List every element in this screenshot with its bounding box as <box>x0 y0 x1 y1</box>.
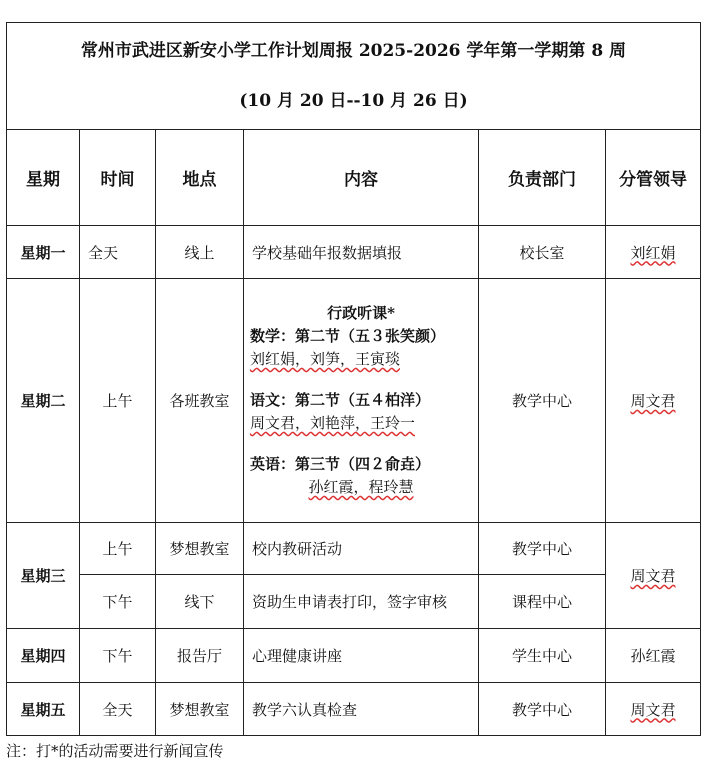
math-label: 数学：第二节（五３张笑颜） <box>250 327 446 345</box>
place-cell: 报告厅 <box>156 629 244 683</box>
header-day: 星期 <box>7 130 80 226</box>
place-cell: 线下 <box>156 575 244 629</box>
math-people: 刘红娟，刘笋，王寅琰 <box>250 350 401 368</box>
leader-cell: 周文君 <box>630 567 676 585</box>
time-cell: 上午 <box>80 523 156 575</box>
dept-cell: 校长室 <box>479 226 606 279</box>
header-content: 内容 <box>244 130 479 226</box>
dept-cell: 课程中心 <box>479 575 606 629</box>
observation-heading: 行政听课* <box>327 304 395 322</box>
english-people: 孙红霞，程玲慧 <box>308 478 414 496</box>
content-cell: 校内教研活动 <box>244 523 479 575</box>
time-cell: 全天 <box>80 226 156 279</box>
dept-cell: 教学中心 <box>479 279 606 523</box>
header-row <box>7 130 701 226</box>
time-cell: 下午 <box>80 575 156 629</box>
dept-cell: 教学中心 <box>479 683 606 736</box>
table-row <box>7 279 701 523</box>
subtitle: (10 月 20 日--10 月 26 日) <box>239 91 468 111</box>
header-time: 时间 <box>80 130 156 226</box>
place-cell: 各班教室 <box>156 279 244 523</box>
content-cell: 教学六认真检查 <box>244 683 479 736</box>
header-dept: 负责部门 <box>479 130 606 226</box>
place-cell: 梦想教室 <box>156 523 244 575</box>
table-title <box>7 23 701 130</box>
day-cell: 星期四 <box>7 629 80 683</box>
day-cell: 星期五 <box>7 683 80 736</box>
day-cell: 星期三 <box>7 523 80 629</box>
leader-cell: 孙红霞 <box>606 629 701 683</box>
content-cell <box>244 279 479 523</box>
english-label: 英语：第三节（四２俞垚） <box>250 455 431 473</box>
weekly-plan-table <box>6 22 701 736</box>
time-cell: 上午 <box>80 279 156 523</box>
table-row <box>7 683 701 736</box>
leader-cell: 周文君 <box>630 392 676 410</box>
table-row <box>7 523 701 575</box>
day-cell: 星期二 <box>7 279 80 523</box>
table-row <box>7 226 701 279</box>
footnote: 注：打*的活动需要进行新闻宣传 <box>6 742 224 760</box>
content-cell: 资助生申请表打印，签字审核 <box>244 575 479 629</box>
chinese-people: 周文君，刘艳萍，王玲一 <box>250 414 416 432</box>
dept-cell: 学生中心 <box>479 629 606 683</box>
header-place: 地点 <box>156 130 244 226</box>
table-row <box>7 629 701 683</box>
time-cell: 下午 <box>80 629 156 683</box>
table-row <box>7 575 701 629</box>
place-cell: 梦想教室 <box>156 683 244 736</box>
day-cell: 星期一 <box>7 226 80 279</box>
title: 常州市武进区新安小学工作计划周报 2025-2026 学年第一学期第 8 周 <box>80 41 627 61</box>
chinese-label: 语文：第二节（五４柏洋） <box>250 391 431 409</box>
leader-cell: 周文君 <box>630 700 676 719</box>
content-cell: 心理健康讲座 <box>244 629 479 683</box>
dept-cell: 教学中心 <box>479 523 606 575</box>
leader-cell: 刘红娟 <box>630 243 676 262</box>
header-leader: 分管领导 <box>606 130 701 226</box>
content-cell: 学校基础年报数据填报 <box>244 226 479 279</box>
time-cell: 全天 <box>80 683 156 736</box>
place-cell: 线上 <box>156 226 244 279</box>
